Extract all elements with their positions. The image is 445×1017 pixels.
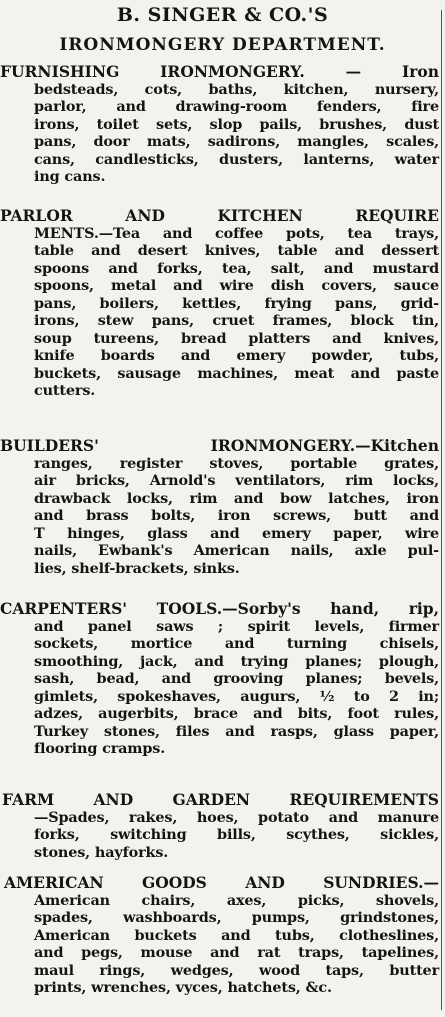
firm-name: B. SINGER & CO.'S: [116, 4, 329, 26]
section-heading: PARLOR AND KITCHEN REQUIRE: [0, 207, 439, 225]
section-text-line: parlor, and drawing-room fenders, fire: [34, 98, 439, 116]
section-text-line: Turkey stones, files and rasps, glass paper,: [34, 722, 439, 740]
section-text-line: maul rings, wedges, wood taps, butter: [34, 961, 439, 979]
section-text-line: smoothing, jack, and trying planes; plough,: [34, 652, 439, 670]
department-title: IRONMONGERY DEPARTMENT.: [59, 35, 386, 55]
section-text-line: spoons and forks, tea, salt, and mustard: [34, 259, 439, 277]
section-text-line: flooring cramps.: [34, 740, 166, 758]
section-text-line: and panel saws ; spirit levels, firmer: [34, 617, 439, 635]
section-heading: CARPENTERS' TOOLS.—Sorby's hand, rip,: [0, 600, 439, 618]
section-text-line: nails, Ewbank's American nails, axle pul-: [34, 542, 439, 560]
section-text-line: spoons, metal and wire dish covers, sauce: [34, 277, 439, 295]
section-builders-ironmongery: [0, 437, 445, 577]
section-text-line: ing cans.: [34, 168, 106, 186]
section-text-line: bedsteads, cots, baths, kitchen, nursery,: [34, 80, 439, 98]
section-text-line: irons, toilet sets, slop pails, brushes, dust: [34, 115, 439, 133]
section-text-line: forks, switching bills, scythes, sickles,: [34, 826, 439, 844]
section-text-line: air bricks, Arnold's ventilators, rim locks,: [34, 472, 439, 490]
section-text-line: pans, door mats, sadirons, mangles, scales,: [34, 133, 439, 151]
section-text-line: American buckets and tubs, clotheslines,: [34, 926, 439, 944]
section-text-line: drawback locks, rim and bow latches, iron: [34, 489, 439, 507]
section-text-line: —Spades, rakes, hoes, potato and manure: [34, 808, 439, 826]
section-text-line: soup tureens, bread platters and knives,: [34, 329, 439, 347]
section-text-line: cutters.: [34, 382, 96, 400]
section-text-line: sash, bead, and grooving planes; bevels,: [34, 670, 439, 688]
section-carpenters-tools: [0, 600, 445, 758]
section-text-line: adzes, augerbits, brace and bits, foot rules,: [34, 705, 439, 723]
section-heading: BUILDERS' IRONMONGERY.—Kitchen: [0, 437, 439, 455]
section-american-goods-sundries: [0, 874, 445, 997]
section-text-line: gimlets, spokeshaves, augurs, ½ to 2 in;: [34, 687, 439, 705]
section-furnishing-ironmongery: [0, 63, 445, 186]
section-text-line: prints, wrenches, vyces, hatchets, &c.: [34, 979, 332, 997]
section-text-line: spades, washboards, pumps, grindstones,: [34, 909, 439, 927]
section-text-line: buckets, sausage machines, meat and paste: [34, 364, 439, 382]
section-text-line: American chairs, axes, picks, shovels,: [34, 891, 439, 909]
section-parlor-kitchen-requirements: [0, 207, 445, 400]
section-text-line: T hinges, glass and emery paper, wire: [34, 524, 439, 542]
section-text-line: MENTS.—Tea and coffee pots, tea trays,: [34, 224, 439, 242]
section-text-line: irons, stew pans, cruet frames, block tin,: [34, 312, 439, 330]
section-text-line: stones, hayforks.: [34, 843, 169, 861]
section-farm-garden-requirements: [0, 791, 445, 861]
section-text-line: knife boards and emery powder, tubs,: [34, 347, 439, 365]
section-heading: FARM AND GARDEN REQUIREMENTS: [2, 791, 439, 809]
section-text-line: ranges, register stoves, portable grates,: [34, 454, 439, 472]
section-text-line: cans, candlesticks, dusters, lanterns, water: [34, 150, 439, 168]
section-text-line: pans, boilers, kettles, frying pans, grid-: [34, 294, 439, 312]
section-text-line: and pegs, mouse and rat traps, tapelines,: [34, 944, 439, 962]
section-text-line: lies, shelf-brackets, sinks.: [34, 559, 240, 577]
section-text-line: and brass bolts, iron screws, butt and: [34, 507, 439, 525]
section-text-line: table and desert knives, table and dessert: [34, 242, 439, 260]
section-heading: AMERICAN GOODS AND SUNDRIES.—: [4, 874, 439, 892]
section-text-line: sockets, mortice and turning chisels,: [34, 635, 439, 653]
section-heading: FURNISHING IRONMONGERY. — Iron: [0, 63, 439, 81]
